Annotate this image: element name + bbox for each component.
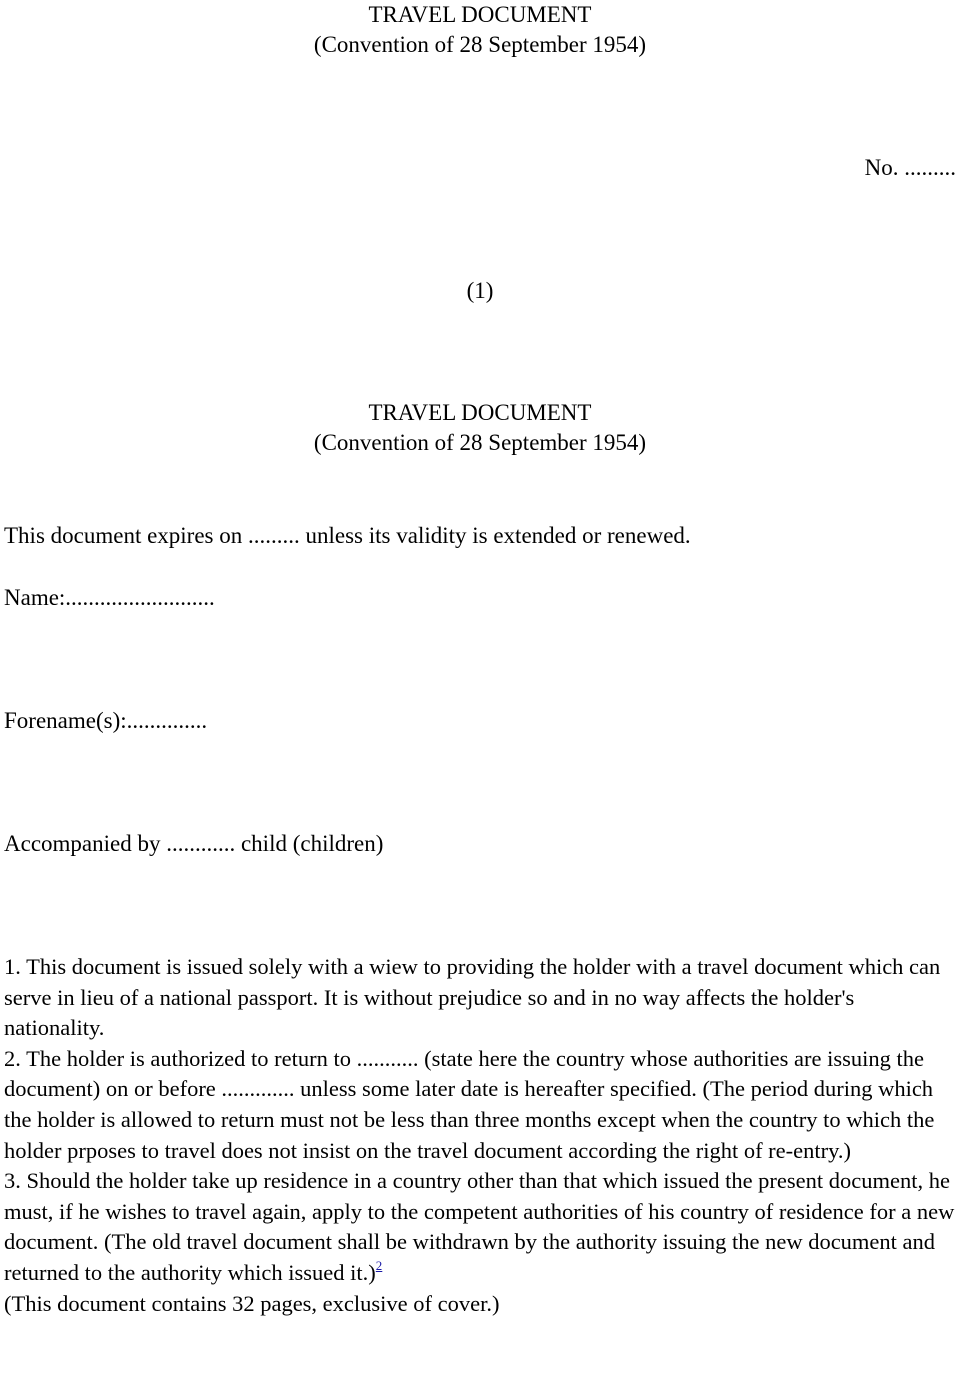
page-marker: (1) bbox=[466, 278, 494, 303]
section-convention: (Convention of 28 September 1954) bbox=[313, 430, 647, 455]
paragraph-3 bbox=[4, 1166, 959, 1288]
paragraph-2: 2. The holder is authorized to return to ........... (state here the country whose authorities are issuing the document) on or before ............. unless some later date is hereafter specified. (The period during which the holder is allowed to return must not be less than three months except when the country to which the holder prposes to travel does not insist on the travel document according the right of re-entry.) bbox=[4, 1045, 935, 1163]
document-convention: (Convention of 28 September 1954) bbox=[313, 32, 647, 57]
expiry-field: This document expires on ......... unless its validity is extended or renewed. bbox=[4, 523, 691, 548]
document-title: TRAVEL DOCUMENT bbox=[368, 2, 592, 27]
paragraph-1: 1. This document is issued solely with a wiew to providing the holder with a travel document which can serve in lieu of a national passport. It is without prejudice so and in no way affects the holder's nationality. bbox=[4, 954, 941, 1041]
forenames-field: Forename(s):.............. bbox=[4, 708, 208, 733]
accompanied-field: Accompanied by ............ child (children) bbox=[4, 831, 384, 856]
footnote-reference bbox=[376, 1258, 383, 1273]
terms-section bbox=[4, 952, 959, 1319]
name-field: Name:.......................... bbox=[4, 585, 215, 610]
paragraph-3-text: 3. Should the holder take up residence in a country other than that which issued the present document, he must, if he wishes to travel again, apply to the competent authorities of his country of residence for a new document. (The old travel document shall be withdrawn by the authority issuing the new document and returned to the authority which issued it.) bbox=[4, 1168, 955, 1285]
section-title: TRAVEL DOCUMENT bbox=[368, 400, 592, 425]
document-number: No. ......... bbox=[864, 155, 956, 180]
footnote-link[interactable]: 2 bbox=[375, 1257, 383, 1273]
pages-note: (This document contains 32 pages, exclusive of cover.) bbox=[4, 1290, 500, 1316]
